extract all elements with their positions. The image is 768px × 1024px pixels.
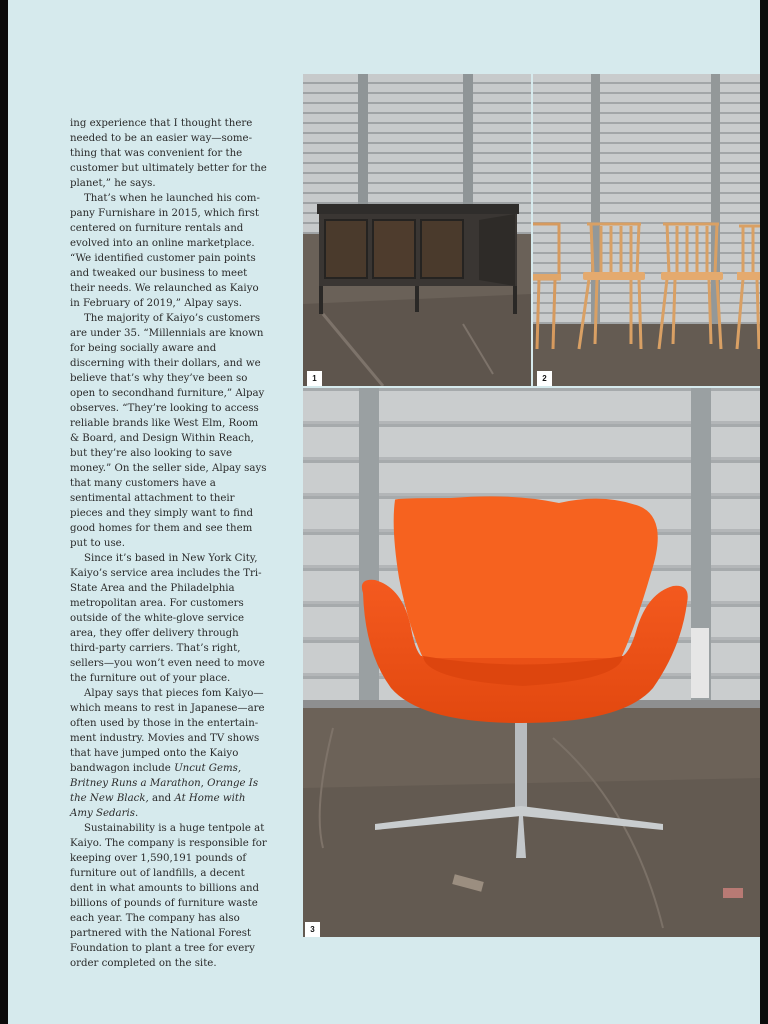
- article-paragraph: [70, 116, 270, 191]
- paragraph-text: .: [134, 808, 139, 819]
- paragraph-text: The majority of Kaiyo’s customers are under 35. “Millennials are known for being socially aware and discerning with their dollars, and we believe that’s why they’ve been so open to secondhand furniture,” Alpay observes. “They’re looking to access reliable brands like West Elm, Room & Board, and Design Within Reach, but they’re also looking to save money.” On the seller side, Alpay says that many customers have a sentimental attachment to their pieces and they simply want to find good homes for them and see them put to use.: [70, 313, 267, 549]
- right-frame-edge: [760, 0, 768, 1024]
- title-text: Orange Is the New Black,: [70, 778, 259, 804]
- title-text: At Home with Amy Sedaris: [70, 793, 246, 819]
- article-paragraph: [70, 191, 270, 311]
- paragraph-text: Alpay says that pieces fom Kaiyo—which means to rest in Japanese—are often used by those in the entertainment industry. Movies and TV shows that have jumped onto the Kaiyo bandwagon include: [70, 688, 265, 774]
- photo-chairs: [533, 74, 760, 386]
- paragraph-text: Since it’s based in New York City, Kaiyo’s service area includes the Tri-State Area and the Philadelphia metropolitan area. For customers outside of the white-glove service area, they offer delivery through third-party carriers. That’s right, sellers—you won’t even need to move the furniture out of your place.: [70, 553, 265, 684]
- paragraph-text: ing experience that I thought there needed to be an easier way—something that was convenient for the customer but ultimately better for the planet,” he says.: [70, 118, 267, 189]
- chairs-image: [533, 74, 760, 386]
- cabinet-image: [303, 74, 531, 386]
- paragraph-text: ,: [200, 778, 208, 789]
- paragraph-text: Sustainability is a huge tentpole at Kaiyo. The company is responsible for keeping over 1,590,191 pounds of furniture out of landfills, a decent dent in what amounts to billions and billions of pounds of furniture waste each year. The company has also partnered with the National Forest Foundation to plant a tree for every order completed on the site.: [70, 823, 267, 969]
- article-paragraph: [70, 686, 270, 821]
- title-text: Uncut Gems, Britney Runs a Marathon: [70, 763, 242, 789]
- article-paragraph: [70, 311, 270, 551]
- photo-swan-chair: [303, 388, 760, 937]
- article-text-column: [70, 116, 270, 971]
- left-frame-edge: [0, 0, 8, 1024]
- paragraph-text: That’s when he launched his company Furnishare in 2015, which first centered on furniture rentals and evolved into an online marketplace. “We identified customer pain points and tweaked our business to meet their needs. We relaunched as Kaiyo in February of 2019,” Alpay says.: [70, 193, 260, 309]
- photo-cabinet: [303, 74, 531, 386]
- paragraph-text: and: [148, 793, 175, 804]
- article-paragraph: [70, 821, 270, 971]
- swan-chair-image: [303, 388, 760, 937]
- photo-number-1: 1: [307, 371, 322, 386]
- photo-number-3: 3: [305, 922, 320, 937]
- photo-number-2: 2: [537, 371, 552, 386]
- article-paragraph: [70, 551, 270, 686]
